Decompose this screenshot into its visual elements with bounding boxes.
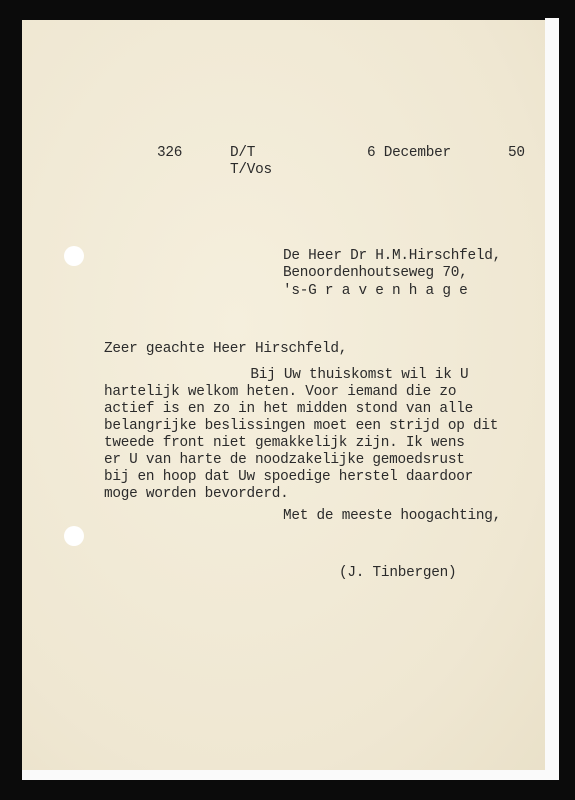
address-line: 's-G r a v e n h a g e [283,283,468,299]
address-line: De Heer Dr H.M.Hirschfeld, [283,248,502,264]
body-line: moge worden bevorderd. [104,486,289,502]
body-line: actief is en zo in het midden stond van alle [104,401,473,417]
body-line: belangrijke beslissingen moet een strijd op dit [104,418,499,434]
letter-year: 50 [508,145,525,161]
body-line: er U van harte de noodzakelijke gemoedsrust [104,452,465,468]
reference-initials: D/T [230,145,256,161]
body-line: tweede front niet gemakkelijk zijn. Ik wens [104,435,465,451]
page-edge [545,18,559,780]
letter-date: 6 December [367,145,451,161]
reference-typist: T/Vos [230,162,272,178]
punch-hole-bottom [64,526,84,546]
salutation: Zeer geachte Heer Hirschfeld, [104,341,348,357]
body-line: hartelijk welkom heten. Voor iemand die zo [104,384,457,400]
page-bottom-edge [22,770,558,780]
closing: Met de meeste hoogachting, [283,508,502,524]
signature: (J. Tinbergen) [339,565,457,581]
body-line: bij en hoop dat Uw spoedige herstel daardoor [104,469,473,485]
address-line: Benoordenhoutseweg 70, [283,265,468,281]
body-line: Bij Uw thuiskomst wil ik U [200,367,469,383]
punch-hole-top [64,246,84,266]
reference-number: 326 [157,145,183,161]
